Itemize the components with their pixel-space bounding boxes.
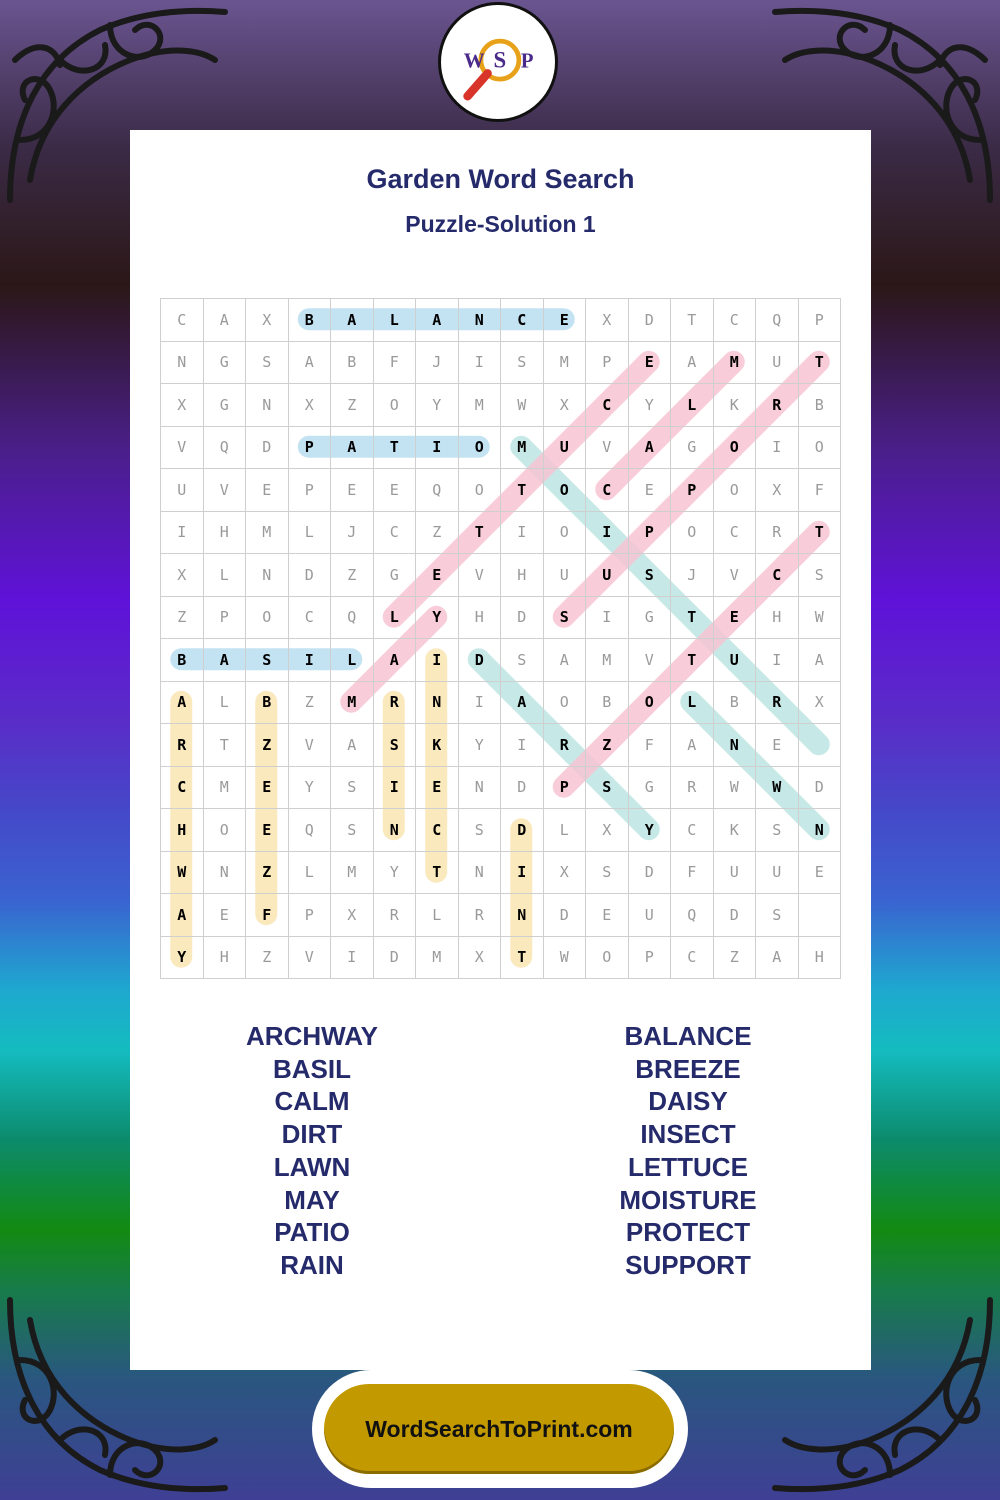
grid-cell[interactable]: N <box>459 767 502 810</box>
grid-cell[interactable]: O <box>544 682 587 725</box>
word-list-item: BREEZE <box>635 1053 741 1084</box>
grid-cell[interactable]: X <box>459 937 502 980</box>
grid-cell[interactable]: C <box>756 554 799 597</box>
grid-cell[interactable]: P <box>289 427 332 470</box>
grid-cell[interactable]: D <box>374 937 417 980</box>
grid-cell[interactable]: D <box>501 809 544 852</box>
grid-cell[interactable]: U <box>586 554 629 597</box>
grid-cell[interactable]: R <box>544 724 587 767</box>
grid-cell[interactable]: F <box>629 724 672 767</box>
grid-cell[interactable]: X <box>161 384 204 427</box>
word-list-item: RAIN <box>280 1249 344 1280</box>
grid-cell[interactable]: S <box>586 852 629 895</box>
grid-cell[interactable]: E <box>629 469 672 512</box>
grid-cell[interactable]: E <box>756 724 799 767</box>
grid-cell[interactable]: Y <box>416 597 459 640</box>
grid-cell[interactable]: N <box>799 809 842 852</box>
grid-cell[interactable]: U <box>756 852 799 895</box>
grid-cell[interactable]: P <box>289 469 332 512</box>
grid-cell[interactable]: X <box>246 299 289 342</box>
grid-cell[interactable]: L <box>204 554 247 597</box>
grid-cell[interactable]: P <box>671 469 714 512</box>
grid-cell[interactable]: Q <box>756 299 799 342</box>
grid-cell[interactable]: L <box>671 682 714 725</box>
word-list-item: SUPPORT <box>625 1249 751 1280</box>
grid-cell[interactable]: N <box>204 852 247 895</box>
grid-cell[interactable]: Z <box>331 384 374 427</box>
grid-cell[interactable]: M <box>331 682 374 725</box>
grid-cell[interactable]: X <box>544 852 587 895</box>
grid-cell[interactable]: D <box>501 767 544 810</box>
grid-cell[interactable]: C <box>416 809 459 852</box>
grid-cell[interactable]: Y <box>374 852 417 895</box>
grid-cell[interactable]: N <box>501 894 544 937</box>
grid-cell[interactable]: E <box>374 469 417 512</box>
grid-cell[interactable]: L <box>374 597 417 640</box>
grid-cell[interactable]: I <box>501 512 544 555</box>
grid-cell[interactable]: C <box>374 512 417 555</box>
grid-cell[interactable]: T <box>671 639 714 682</box>
grid-cell[interactable]: A <box>374 639 417 682</box>
grid-cell[interactable]: S <box>586 767 629 810</box>
grid-cell[interactable]: X <box>331 894 374 937</box>
grid-cell[interactable]: Y <box>289 767 332 810</box>
grid-cell[interactable]: S <box>246 342 289 385</box>
grid-cell[interactable]: P <box>629 512 672 555</box>
grid-cell[interactable]: H <box>161 809 204 852</box>
grid-cell[interactable]: R <box>374 682 417 725</box>
grid-cell[interactable]: Y <box>629 384 672 427</box>
grid-cell[interactable]: M <box>331 852 374 895</box>
grid-cell[interactable]: J <box>416 342 459 385</box>
word-list-item: LAWN <box>273 1151 351 1182</box>
grid-cell[interactable]: E <box>714 597 757 640</box>
page-title: Garden Word Search <box>366 164 635 194</box>
grid-cell[interactable]: M <box>459 384 502 427</box>
grid-cell[interactable]: C <box>161 767 204 810</box>
grid-cell[interactable]: Z <box>416 512 459 555</box>
grid-cell[interactable]: O <box>459 469 502 512</box>
grid-cell[interactable]: A <box>331 724 374 767</box>
logo-letter-w: W <box>463 48 485 73</box>
grid-cell[interactable]: E <box>246 809 289 852</box>
grid-cell[interactable]: V <box>714 554 757 597</box>
grid-cell[interactable]: G <box>671 427 714 470</box>
grid-cell[interactable]: T <box>799 512 842 555</box>
grid-cell[interactable]: I <box>331 937 374 980</box>
grid-cell[interactable]: T <box>204 724 247 767</box>
grid-cell[interactable]: Q <box>331 597 374 640</box>
grid-cell[interactable]: T <box>459 512 502 555</box>
grid-cell[interactable]: A <box>671 342 714 385</box>
grid-cell[interactable]: M <box>204 767 247 810</box>
grid-cell[interactable]: Y <box>459 724 502 767</box>
grid-cell[interactable]: L <box>331 639 374 682</box>
grid-cell[interactable]: V <box>459 554 502 597</box>
grid-cell[interactable]: S <box>501 639 544 682</box>
grid-cell[interactable]: G <box>204 342 247 385</box>
grid-cell[interactable]: U <box>714 852 757 895</box>
grid-cell[interactable]: V <box>629 639 672 682</box>
grid-cell[interactable]: I <box>501 724 544 767</box>
grid-cell[interactable]: A <box>671 724 714 767</box>
grid-cell[interactable]: A <box>289 342 332 385</box>
grid-cell[interactable]: H <box>756 597 799 640</box>
magnifier-handle-icon <box>468 73 488 96</box>
grid-cell[interactable]: E <box>416 767 459 810</box>
grid-cell[interactable]: S <box>501 342 544 385</box>
grid-cell[interactable]: D <box>501 597 544 640</box>
grid-cell[interactable]: L <box>544 809 587 852</box>
grid-cell[interactable]: E <box>629 342 672 385</box>
grid-cell[interactable]: R <box>374 894 417 937</box>
grid-cell[interactable]: C <box>289 597 332 640</box>
grid-cell[interactable]: P <box>289 894 332 937</box>
grid-cell[interactable]: B <box>331 342 374 385</box>
grid-cell[interactable]: O <box>544 512 587 555</box>
grid-cell[interactable]: D <box>459 639 502 682</box>
grid-cell[interactable]: N <box>246 384 289 427</box>
grid-cell[interactable]: Z <box>586 724 629 767</box>
logo-letter-s: S <box>493 47 507 73</box>
grid-cell[interactable]: C <box>671 809 714 852</box>
word-list-right <box>558 1020 818 1282</box>
grid-cell[interactable]: E <box>416 554 459 597</box>
grid-cell[interactable]: X <box>799 682 842 725</box>
grid-cell[interactable]: X <box>586 809 629 852</box>
grid-cell[interactable]: B <box>246 682 289 725</box>
word-list-item: DIRT <box>281 1119 343 1150</box>
grid-cell[interactable]: M <box>714 342 757 385</box>
grid-cell[interactable]: W <box>161 852 204 895</box>
page-subtitle: Puzzle-Solution 1 <box>405 211 596 237</box>
grid-cell[interactable]: R <box>756 682 799 725</box>
grid-cell[interactable]: S <box>246 639 289 682</box>
grid-cell[interactable]: S <box>459 809 502 852</box>
word-list-item: INSECT <box>640 1119 736 1150</box>
grid-cell[interactable]: B <box>161 639 204 682</box>
word-list-item: PATIO <box>274 1217 350 1248</box>
grid-cell[interactable]: V <box>586 427 629 470</box>
grid-cell[interactable]: B <box>289 299 332 342</box>
grid-cell[interactable]: F <box>374 342 417 385</box>
grid-cell[interactable]: I <box>289 639 332 682</box>
grid-cell[interactable]: X <box>586 299 629 342</box>
grid-cell[interactable]: Q <box>671 894 714 937</box>
grid-cell[interactable]: O <box>671 512 714 555</box>
grid-cell[interactable]: W <box>756 767 799 810</box>
word-list-item: LETTUCE <box>628 1151 748 1182</box>
grid-cell[interactable]: E <box>799 852 842 895</box>
grid-cell[interactable]: S <box>544 597 587 640</box>
grid-cell[interactable]: S <box>374 724 417 767</box>
grid-cell[interactable]: I <box>459 342 502 385</box>
grid-cell[interactable]: E <box>246 767 289 810</box>
grid-cell[interactable]: R <box>756 512 799 555</box>
grid-cell[interactable]: L <box>289 852 332 895</box>
grid-cell[interactable]: M <box>586 639 629 682</box>
grid-cell[interactable]: I <box>416 427 459 470</box>
grid-cell[interactable]: T <box>799 342 842 385</box>
grid-cell[interactable]: H <box>501 554 544 597</box>
grid-cell[interactable] <box>799 894 842 937</box>
grid-cell[interactable]: H <box>204 512 247 555</box>
grid-cell[interactable]: Q <box>289 809 332 852</box>
grid-cell[interactable]: T <box>416 852 459 895</box>
wsp-logo[interactable] <box>438 2 558 122</box>
grid-cell[interactable]: Y <box>161 937 204 980</box>
grid-cell[interactable]: O <box>586 937 629 980</box>
grid-cell[interactable]: U <box>544 554 587 597</box>
grid-cell[interactable]: L <box>204 682 247 725</box>
grid-cell[interactable]: C <box>671 937 714 980</box>
grid-cell[interactable]: U <box>161 469 204 512</box>
grid-cell[interactable]: E <box>204 894 247 937</box>
grid-cell[interactable]: Y <box>629 809 672 852</box>
grid-cell[interactable]: M <box>246 512 289 555</box>
puzzle-sheet <box>130 130 871 1370</box>
grid-cell[interactable]: N <box>714 724 757 767</box>
grid-cell[interactable]: O <box>629 682 672 725</box>
grid-cell[interactable]: C <box>161 299 204 342</box>
grid-cell[interactable]: N <box>416 682 459 725</box>
grid-cell[interactable]: V <box>161 427 204 470</box>
grid-cell[interactable]: P <box>586 342 629 385</box>
grid-cell[interactable]: I <box>586 597 629 640</box>
grid-cell[interactable]: T <box>671 299 714 342</box>
grid-cell[interactable]: D <box>246 427 289 470</box>
grid-cell[interactable]: J <box>671 554 714 597</box>
grid-cell[interactable]: G <box>629 597 672 640</box>
grid-cell[interactable]: H <box>799 937 842 980</box>
grid-cell[interactable]: P <box>544 767 587 810</box>
grid-cell[interactable]: F <box>799 469 842 512</box>
grid-cell[interactable]: O <box>799 427 842 470</box>
grid-cell[interactable]: O <box>714 469 757 512</box>
grid-cell[interactable]: M <box>544 342 587 385</box>
grid-cell[interactable]: C <box>714 512 757 555</box>
grid-cell[interactable]: T <box>374 427 417 470</box>
grid-cell[interactable]: I <box>416 639 459 682</box>
grid-cell[interactable]: A <box>161 682 204 725</box>
grid-cell[interactable]: O <box>374 384 417 427</box>
word-list-item: ARCHWAY <box>246 1021 378 1051</box>
grid-cell[interactable]: U <box>544 427 587 470</box>
grid-cell[interactable]: W <box>799 597 842 640</box>
grid-cell[interactable]: K <box>714 384 757 427</box>
grid-cell[interactable]: X <box>756 469 799 512</box>
letter-grid <box>160 298 841 979</box>
grid-cell[interactable]: A <box>416 299 459 342</box>
grid-cell[interactable]: U <box>714 639 757 682</box>
grid-cell[interactable]: T <box>671 597 714 640</box>
grid-cell[interactable]: K <box>416 724 459 767</box>
grid-cell[interactable]: A <box>161 894 204 937</box>
grid-cell[interactable]: D <box>629 299 672 342</box>
word-search-grid <box>160 298 840 978</box>
grid-cell[interactable] <box>799 724 842 767</box>
grid-cell[interactable]: N <box>374 809 417 852</box>
grid-cell[interactable]: Q <box>416 469 459 512</box>
grid-cell[interactable]: C <box>501 299 544 342</box>
grid-cell[interactable]: L <box>671 384 714 427</box>
grid-cell[interactable]: I <box>756 427 799 470</box>
grid-cell[interactable]: S <box>799 554 842 597</box>
grid-cell[interactable]: A <box>629 427 672 470</box>
grid-cell[interactable]: S <box>629 554 672 597</box>
footer-pill <box>312 1370 688 1488</box>
grid-cell[interactable]: D <box>289 554 332 597</box>
grid-cell[interactable]: Z <box>246 852 289 895</box>
grid-cell[interactable]: O <box>204 809 247 852</box>
grid-cell[interactable]: G <box>374 554 417 597</box>
grid-cell[interactable]: O <box>544 469 587 512</box>
grid-cell[interactable]: Z <box>246 724 289 767</box>
grid-cell[interactable]: Z <box>714 937 757 980</box>
grid-cell[interactable]: T <box>501 469 544 512</box>
grid-cell[interactable]: I <box>501 852 544 895</box>
grid-cell[interactable]: A <box>331 299 374 342</box>
grid-cell[interactable]: F <box>671 852 714 895</box>
grid-cell[interactable]: D <box>799 767 842 810</box>
grid-cell[interactable]: J <box>331 512 374 555</box>
grid-cell[interactable]: B <box>714 682 757 725</box>
grid-cell[interactable]: P <box>629 937 672 980</box>
grid-cell[interactable]: A <box>799 639 842 682</box>
grid-cell[interactable]: V <box>204 469 247 512</box>
grid-cell[interactable]: N <box>459 852 502 895</box>
grid-cell[interactable]: E <box>331 469 374 512</box>
grid-cell[interactable]: X <box>289 384 332 427</box>
grid-cell[interactable]: C <box>586 469 629 512</box>
grid-cell[interactable]: E <box>544 299 587 342</box>
grid-cell[interactable]: A <box>331 427 374 470</box>
grid-cell[interactable]: S <box>756 809 799 852</box>
grid-cell[interactable]: P <box>799 299 842 342</box>
grid-cell[interactable]: D <box>714 894 757 937</box>
word-list-item: BALANCE <box>624 1021 752 1051</box>
grid-cell[interactable]: Z <box>246 937 289 980</box>
grid-cell[interactable]: A <box>204 639 247 682</box>
grid-cell[interactable]: A <box>756 937 799 980</box>
grid-cell[interactable]: S <box>756 894 799 937</box>
grid-cell[interactable]: I <box>756 639 799 682</box>
grid-cell[interactable]: B <box>586 682 629 725</box>
grid-cell[interactable]: Y <box>416 384 459 427</box>
grid-cell[interactable]: I <box>374 767 417 810</box>
word-list-item: MOISTURE <box>619 1184 757 1215</box>
grid-cell[interactable]: C <box>714 299 757 342</box>
grid-cell[interactable]: A <box>544 639 587 682</box>
grid-cell[interactable]: R <box>671 767 714 810</box>
grid-cell[interactable]: R <box>756 384 799 427</box>
grid-cell[interactable]: V <box>289 724 332 767</box>
grid-cell[interactable]: L <box>289 512 332 555</box>
grid-cell[interactable]: R <box>161 724 204 767</box>
grid-cell[interactable]: G <box>629 767 672 810</box>
grid-cell[interactable]: G <box>204 384 247 427</box>
grid-cell[interactable]: A <box>501 682 544 725</box>
grid-cell[interactable]: V <box>289 937 332 980</box>
grid-cell[interactable]: M <box>501 427 544 470</box>
word-list-item: CALM <box>274 1086 350 1117</box>
grid-cell[interactable]: Z <box>161 597 204 640</box>
grid-cell[interactable]: A <box>204 299 247 342</box>
grid-cell[interactable]: E <box>246 469 289 512</box>
grid-cell[interactable]: C <box>586 384 629 427</box>
grid-cell[interactable]: W <box>501 384 544 427</box>
grid-cell[interactable]: I <box>586 512 629 555</box>
grid-cell[interactable]: D <box>544 894 587 937</box>
grid-cell[interactable]: X <box>544 384 587 427</box>
logo-letter-p: P <box>520 48 534 73</box>
grid-cell[interactable]: O <box>714 427 757 470</box>
grid-cell[interactable]: S <box>331 767 374 810</box>
grid-cell[interactable]: E <box>586 894 629 937</box>
grid-cell[interactable]: X <box>161 554 204 597</box>
grid-cell[interactable]: H <box>204 937 247 980</box>
grid-cell[interactable]: O <box>246 597 289 640</box>
grid-cell[interactable]: T <box>501 937 544 980</box>
grid-cell[interactable]: I <box>459 682 502 725</box>
grid-cell[interactable]: W <box>714 767 757 810</box>
grid-cell[interactable]: R <box>459 894 502 937</box>
grid-cell[interactable]: I <box>161 512 204 555</box>
word-list-item: PROTECT <box>625 1217 751 1248</box>
word-list-left <box>182 1020 442 1282</box>
grid-cell[interactable]: U <box>629 894 672 937</box>
grid-cell[interactable]: L <box>374 299 417 342</box>
word-list-item: DAISY <box>648 1086 728 1117</box>
grid-cell[interactable]: M <box>416 937 459 980</box>
grid-cell[interactable]: F <box>246 894 289 937</box>
grid-cell[interactable]: W <box>544 937 587 980</box>
grid-cell[interactable]: K <box>714 809 757 852</box>
grid-cell[interactable]: U <box>756 342 799 385</box>
grid-cell[interactable]: N <box>246 554 289 597</box>
grid-cell[interactable]: H <box>459 597 502 640</box>
word-list-item: BASIL <box>273 1053 351 1084</box>
grid-cell[interactable]: O <box>459 427 502 470</box>
word-list-item: MAY <box>284 1184 340 1215</box>
grid-cell[interactable]: S <box>331 809 374 852</box>
grid-cell[interactable]: N <box>161 342 204 385</box>
site-link-button[interactable]: WordSearchToPrint.com <box>324 1384 674 1474</box>
grid-cell[interactable]: Z <box>289 682 332 725</box>
grid-cell[interactable]: L <box>416 894 459 937</box>
grid-cell[interactable]: Q <box>204 427 247 470</box>
grid-cell[interactable]: Z <box>331 554 374 597</box>
grid-cell[interactable]: D <box>629 852 672 895</box>
grid-cell[interactable]: B <box>799 384 842 427</box>
grid-cell[interactable]: N <box>459 299 502 342</box>
grid-cell[interactable]: P <box>204 597 247 640</box>
